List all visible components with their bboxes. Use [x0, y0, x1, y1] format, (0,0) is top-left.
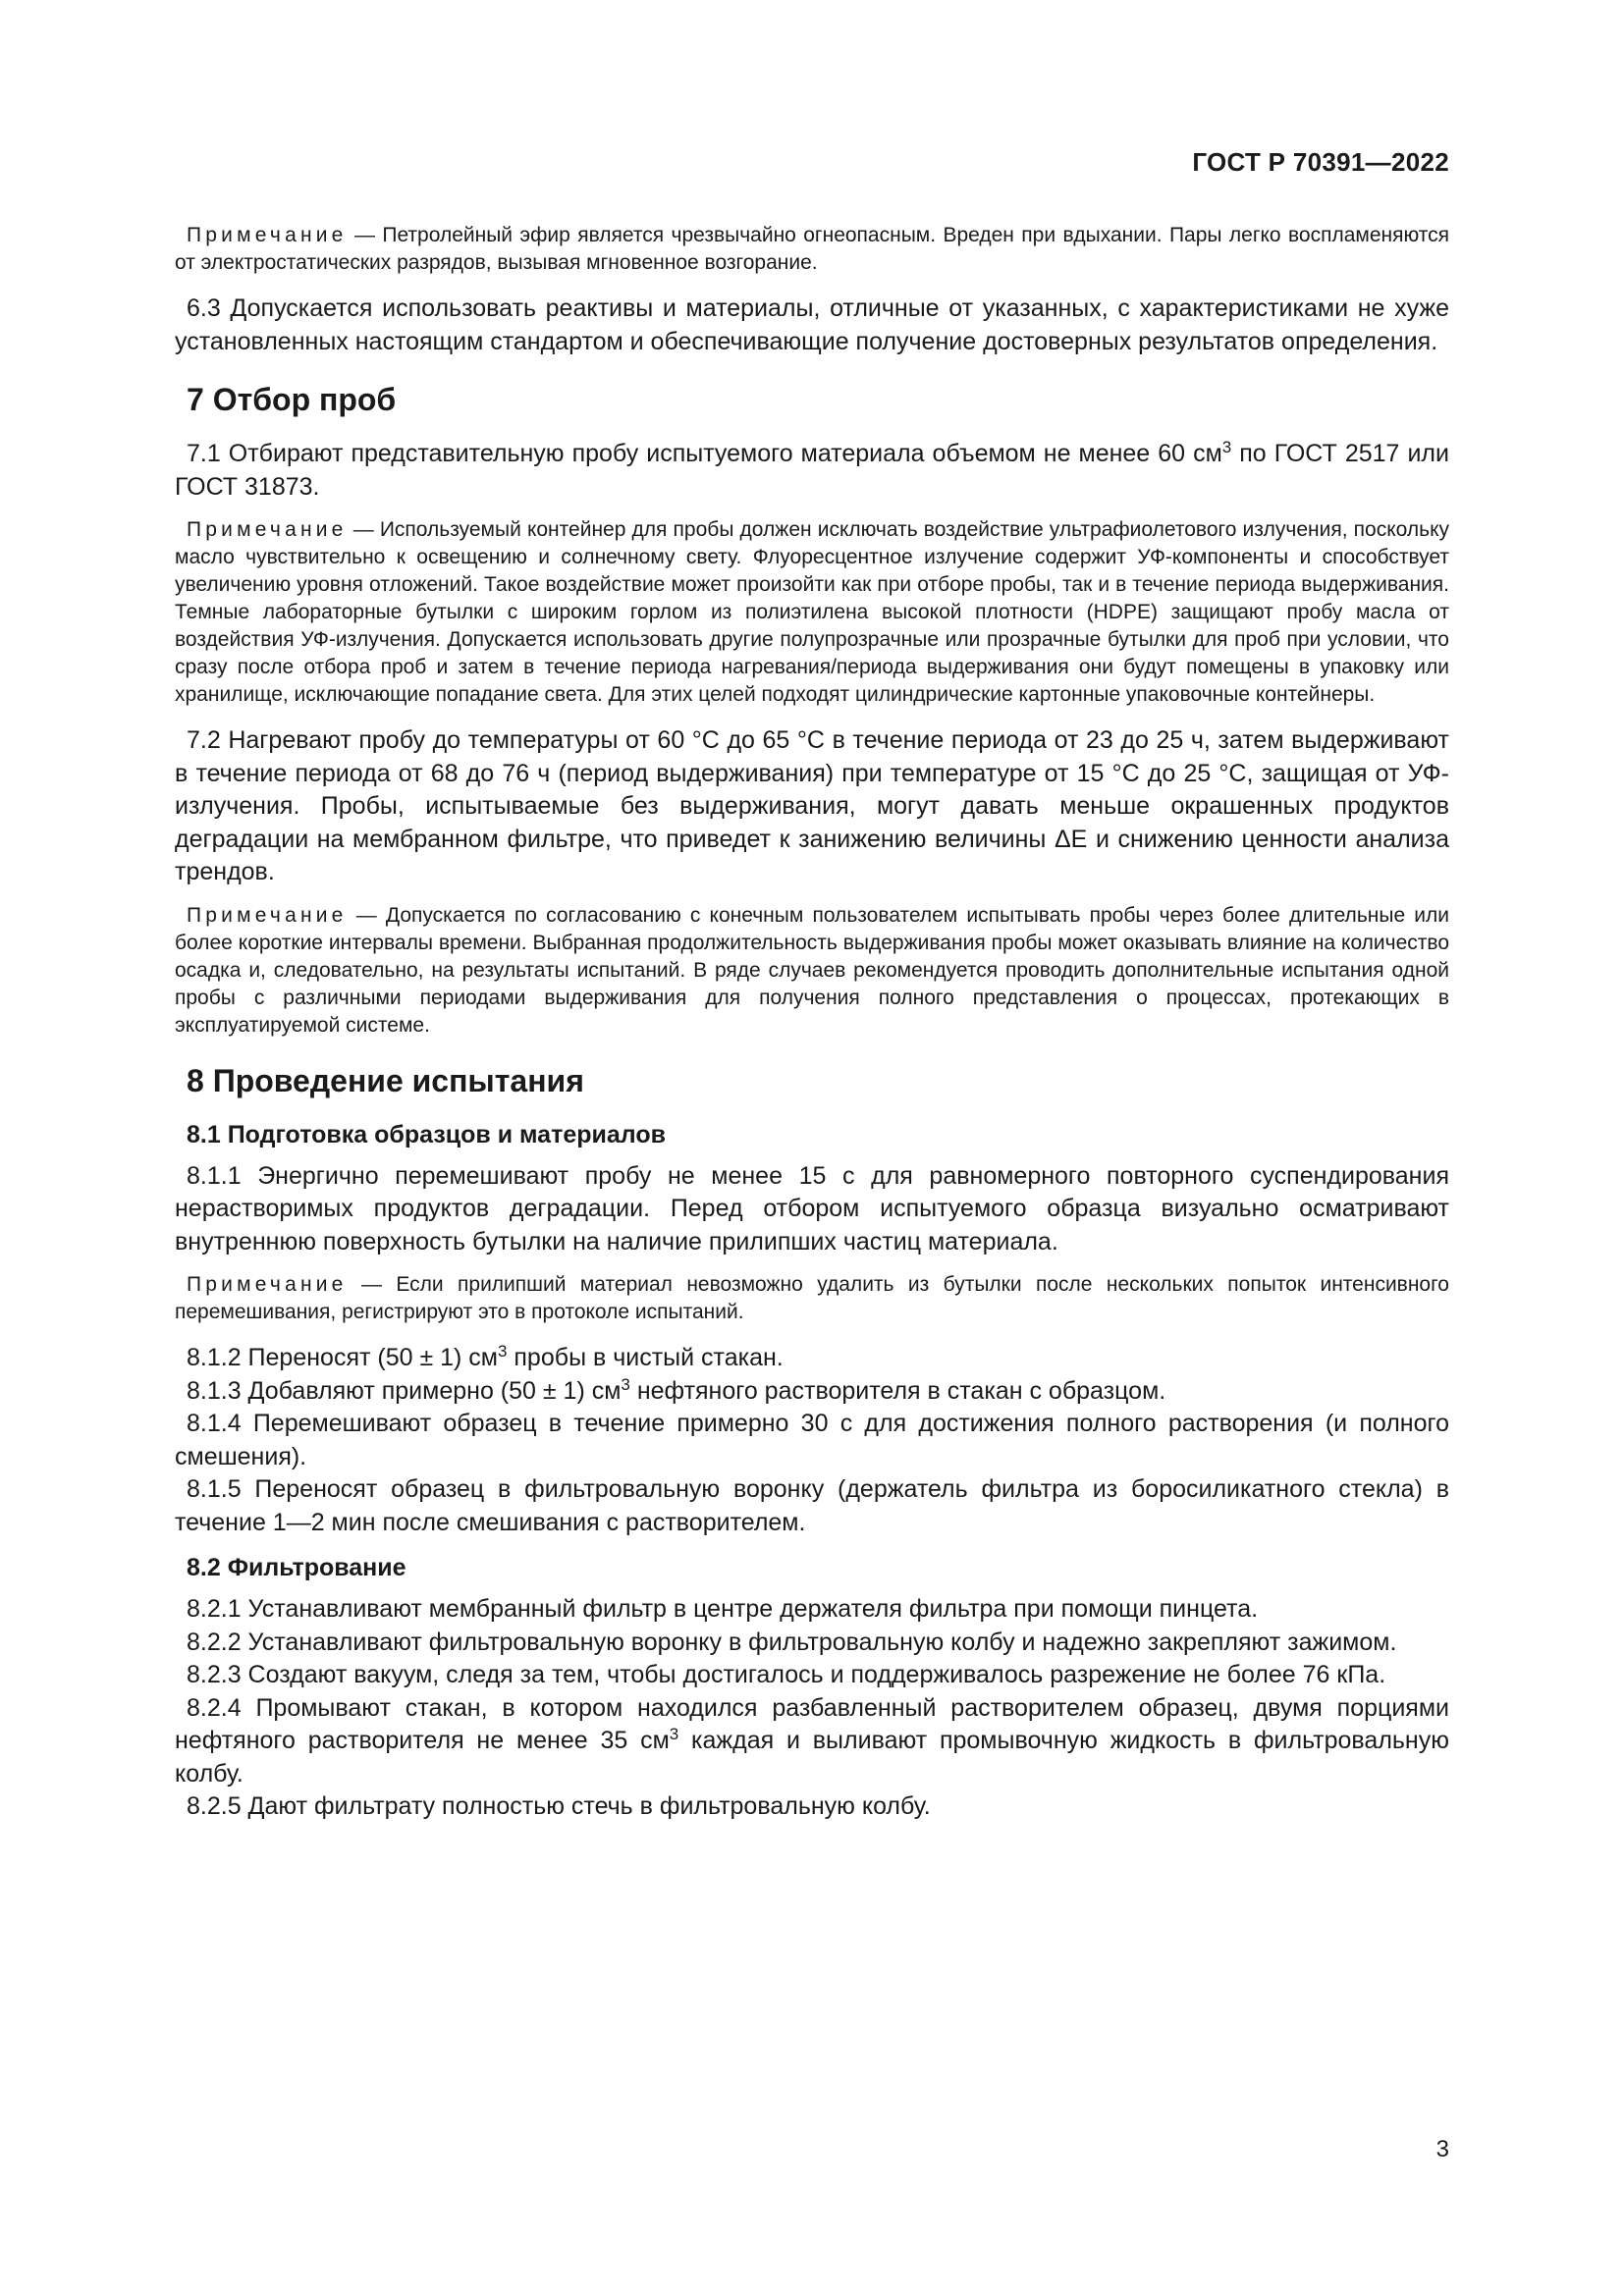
paragraph-text: 8.2.4 Промывают стакан, в котором находился разбавленный растворителем образец, двумя порциями нефтяного растворителя не менее 35 см [175, 1693, 1449, 1754]
paragraph-8-1-1: 8.1.1 Энергично перемешивают пробу не менее 15 с для равномерного повторного суспендирования нерастворимых продуктов деградации. Перед отбором испытуемого образца визуально осматривают внутреннюю поверхность бутылки на наличие прилипших частиц материала. [175, 1161, 1449, 1255]
paragraph-text: 8.1.2 Переносят (50 ± 1) см [187, 1344, 498, 1371]
paragraph-8-1-4: 8.1.4 Перемешивают образец в течение примерно 30 с для достижения полного растворения (и полного смешения). [175, 1410, 1449, 1470]
paragraph-text: 7.1 Отбирают представительную пробу испытуемого материала объемом не менее 60 см [187, 440, 1222, 467]
superscript: 3 [669, 1725, 679, 1743]
note-holding-period [175, 902, 1449, 1040]
subsection-8-1-heading: 8.1 Подготовка образцов и материалов [187, 1120, 666, 1148]
paragraph-8-1-5: 8.1.5 Переносят образец в фильтровальную воронку (держатель фильтра из боросиликатного стекла) в течение 1—2 мин после смешивания с растворителем. [175, 1475, 1449, 1536]
superscript: 3 [1221, 438, 1232, 456]
paragraph-8-2-2: 8.2.2 Устанавливают фильтровальную воронку в фильтровальную колбу и надежно закрепляют зажимом. [187, 1628, 1397, 1656]
document-body [175, 222, 1449, 1824]
note-text: — Петролейный эфир является чрезвычайно огнеопасным. Вреден при вдыхании. Пары легко воспламеняются от электростатических разрядов, вызывая мгновенное возгорание. [175, 224, 1450, 274]
paragraph-8-2-5: 8.2.5 Дают фильтрату полностью стечь в фильтровальную колбу. [187, 1792, 931, 1820]
paragraph-text: каждая и выливают промывочную жидкость в фильтровальную колбу. [175, 1727, 1449, 1788]
paragraph-8-2-3: 8.2.3 Создают вакуум, следя за тем, чтобы достигалось и поддерживалось разрежение не более 76 кПа. [187, 1661, 1386, 1688]
note-petroleum-ether [175, 222, 1449, 277]
paragraph-8-2-4 [175, 1692, 1449, 1791]
superscript: 3 [497, 1342, 508, 1361]
section-8-heading: 8 Проведение испытания [187, 1062, 584, 1098]
note-label: Примечание [187, 224, 348, 246]
note-text: — Допускается по согласованию с конечным пользователем испытывать пробы через более длительные или более короткие интервалы времени. Выбранная продолжительность выдерживания пробы может оказывать влияние на количество осадка и, следовательно, на результаты испытаний. В ряде случаев рекомендуется проводить дополнительные испытания одной пробы с различными периодами выдерживания для получения полного представления о процессах, протекающих в эксплуатируемой системе. [175, 903, 1450, 1037]
paragraph-text: по ГОСТ 2517 или ГОСТ 31873. [175, 440, 1449, 501]
paragraph-text: пробы в чистый стакан. [507, 1344, 784, 1371]
note-text: — Используемый контейнер для пробы должен исключать воздействие ультрафиолетового излучения, поскольку масло чувствительно к освещению и солнечному свету. Флуоресцентное излучение содержит УФ-компоненты и способствует увеличению уровня отложений. Такое воздействие может произойти как при отборе пробы, так и в течение периода выдерживания. Темные лабораторные бутылки с широким горлом из полиэтилена высокой плотности (HDPE) защищают пробу масла от воздействия УФ-излучения. Допускается использовать другие полупрозрачные или прозрачные бутылки для проб при условии, что сразу после отбора проб и затем в течение периода нагревания/периода выдерживания они будут помещены в упаковку или хранилище, исключающие попадание света. Для этих целей подходят цилиндрические картонные упаковочные контейнеры. [175, 518, 1449, 706]
note-container [175, 516, 1449, 709]
paragraph-8-2-1: 8.2.1 Устанавливают мембранный фильтр в центре держателя фильтра при помощи пинцета. [187, 1595, 1259, 1623]
paragraph-7-1 [175, 438, 1449, 504]
note-text: — Если прилипший материал невозможно удалить из бутылки после нескольких попыток интенсивного перемешивания, регистрируют это в протоколе испытаний. [175, 1273, 1449, 1323]
paragraph-8-1-3 [175, 1375, 1449, 1409]
superscript: 3 [621, 1374, 630, 1394]
paragraph-text: 8.1.3 Добавляют примерно (50 ± 1) см [187, 1376, 622, 1405]
note-adhered-material [175, 1271, 1449, 1326]
note-label: Примечание [187, 903, 348, 927]
paragraph-6-3: 6.3 Допускается использовать реактивы и материалы, отличные от указанных, с характеристиками не хуже установленных настоящим стандартом и обеспечивающие получение достоверных результатов определения. [175, 294, 1449, 355]
document-header: ГОСТ Р 70391—2022 [1192, 147, 1449, 177]
paragraph-text: нефтяного растворителя в стакан с образцом. [629, 1376, 1166, 1405]
paragraph-7-2: 7.2 Нагревают пробу до температуры от 60 °С до 65 °С в течение периода от 23 до 25 ч, затем выдерживают в течение периода от 68 до 76 ч (период выдерживания) при температуре от 15 °С до 25 °С, защищая от УФ-излучения. Пробы, испытываемые без выдерживания, могут давать меньше окрашенных продуктов деградации на мембранном фильтре, что приведет к занижению величины ΔE и снижению ценности анализа трендов. [175, 726, 1449, 885]
subsection-8-2-heading: 8.2 Фильтрование [187, 1554, 406, 1581]
paragraph-8-1-2 [175, 1342, 1449, 1375]
page-number: 3 [1435, 2136, 1449, 2163]
note-label: Примечание [187, 518, 348, 541]
section-7-heading: 7 Отбор проб [187, 382, 397, 417]
note-label: Примечание [187, 1273, 348, 1296]
